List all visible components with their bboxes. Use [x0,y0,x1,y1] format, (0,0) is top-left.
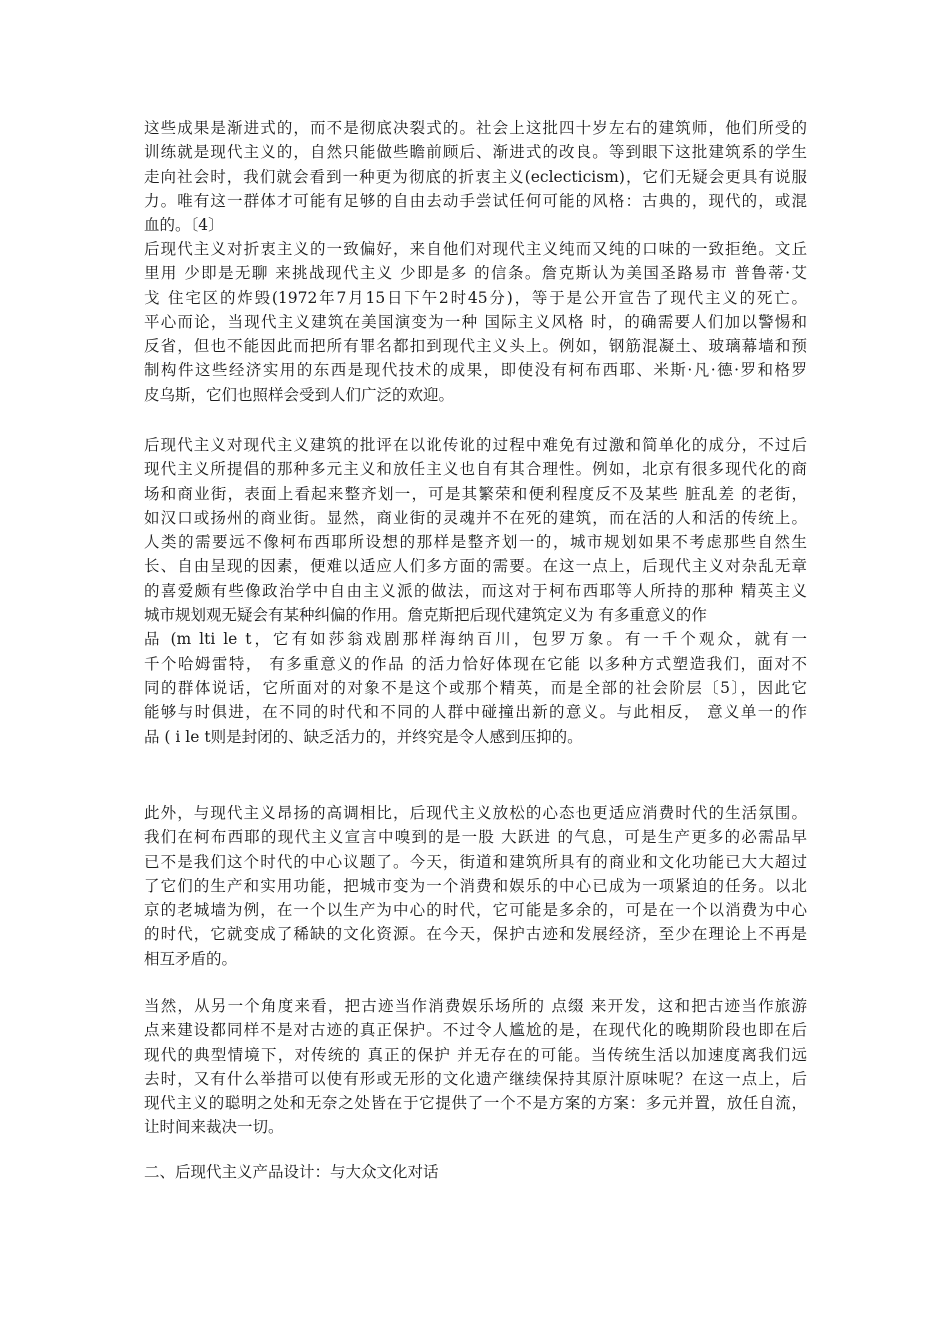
text-line: 戈 住宅区的炸毁(1972年7月15日下午2时45分)，等于是公开宣告了现代主义的死亡。 [144,288,807,307]
text-line: 能够与时俱进，在不同的时代和不同的人群中碰撞出新的意义。与此相反， 意义单一的作 [144,703,807,722]
text-line: 现代主义所提倡的那种多元主义和放任主义也自有其合理性。例如，北京有很多现代化的商 [144,460,807,479]
text-line: 我们在柯布西耶的现代主义宣言中嗅到的是一股 大跃进 的气息，可是生产更多的必需品早 [144,828,807,847]
paragraph-2 [144,237,807,407]
text-line: 现代的典型情境下，对传统的 真正的保护 并无存在的可能。当传统生活以加速度离我们远 [144,1045,807,1064]
text-line: 让时间来裁决一切。 [144,1118,284,1137]
text-line: 现代主义的聪明之处和无奈之处皆在于它提供了一个不是方案的方案：多元并置，放任自流， [144,1094,807,1113]
text-line: 皮乌斯，它们也照样会受到人们广泛的欢迎。 [144,385,455,404]
text-line: 人类的需要远不像柯布西耶所设想的那样是整齐划一的，城市规划如果不考虑那些自然生 [144,533,807,552]
paragraph-5 [144,994,807,1140]
text-line: 后现代主义对现代主义建筑的批评在以讹传讹的过程中难免有过激和简单化的成分，不过后 [144,436,807,454]
text-line: 制构件这些经济实用的东西是现代技术的成果，即使没有柯布西耶、米斯·凡·德·罗和格罗 [144,361,807,380]
text-line: 的时代，它就变成了稀缺的文化资源。在今天，保护古迹和发展经济，至少在理论上不再是 [144,925,807,944]
text-line: 当然，从另一个角度来看，把古迹当作消费娱乐场所的 点缀 来开发，这和把古迹当作旅游 [144,997,807,1015]
text-line: 了它们的生产和实用功能，把城市变为一个消费和娱乐的中心已成为一项紧迫的任务。以北 [144,876,807,895]
text-line: 相互矛盾的。 [144,949,238,968]
text-line: 血的。〔4〕 [144,216,224,235]
text-line: 点来建设都同样不是对古迹的真正保护。不过令人尴尬的是，在现代化的晚期阶段也即在后 [144,1021,807,1040]
text-line: 品 (m lti le t，它有如莎翁戏剧那样海纳百川，包罗万象。有一千个观众，就有一 [144,630,807,649]
text-line: 反省，但也不能因此而把所有罪名都扣到现代主义头上。例如，钢筋混凝土、玻璃幕墙和预 [144,337,807,356]
text-line: 平心而论，当现代主义建筑在美国演变为一种 国际主义风格 时，的确需要人们加以警惕和 [144,312,807,331]
text-line: 训练就是现代主义的，自然只能做些瞻前顾后、渐进式的改良。等到眼下这批建筑系的学生 [144,143,807,162]
text-line: 京的老城墙为例，在一个以生产为中心的时代，它可能是多余的，可是在一个以消费为中心 [144,901,807,920]
paragraph-4 [144,801,807,971]
text-line: 长、自由呈现的因素，便难以适应人们多方面的需要。在这一点上，后现代主义对杂乱无章 [144,557,807,576]
text-line: 千个哈姆雷特， 有多重意义的作品 的活力恰好体现在它能 以多种方式塑造我们，面对不 [144,654,807,673]
paragraph-1 [144,116,807,237]
text-line: 的喜爱颇有些像政治学中自由主义派的做法，而这对于柯布西耶等人所持的那种 精英主义 [144,581,807,600]
text-line: 如汉口或扬州的商业街。显然，商业街的灵魂并不在死的建筑，而在活的人和活的传统上。 [144,508,807,527]
text-line: 场和商业街，表面上看起来整齐划一，可是其繁荣和便利程度反不及某些 脏乱差 的老街， [144,484,807,503]
text-line: 这些成果是渐进式的，而不是彻底决裂式的。社会上这批四十岁左右的建筑师，他们所受的 [144,119,807,137]
text-line: 已不是我们这个时代的中心议题了。今天，街道和建筑所具有的商业和文化功能已大大超过 [144,852,807,871]
text-line: 去时，又有什么举措可以使有形或无形的文化遗产继续保持其原汁原味呢？在这一点上，后 [144,1069,807,1088]
text-line: 同的群体说话，它所面对的对象不是这个或那个精英，而是全部的社会阶层〔5〕，因此它 [144,678,807,697]
section-heading: 二、后现代主义产品设计：与大众文化对话 [144,1163,439,1181]
text-line: 里用 少即是无聊 来挑战现代主义 少即是多 的信条。詹克斯认为美国圣路易市 普鲁蒂·艾 [144,264,807,283]
text-line: 此外，与现代主义昂扬的高调相比，后现代主义放松的心态也更适应消费时代的生活氛围。 [144,804,807,822]
paragraph-3 [144,433,807,749]
text-line: 城市规划观无疑会有某种纠偏的作用。詹克斯把后现代建筑定义为 有多重意义的作 [144,606,707,625]
text-line: 力。唯有这一群体才可能有足够的自由去动手尝试任何可能的风格：古典的，现代的，或混 [144,191,807,210]
text-line: 后现代主义对折衷主义的一致偏好，来自他们对现代主义纯而又纯的口味的一致拒绝。文丘 [144,240,807,258]
text-line: 走向社会时，我们就会看到一种更为彻底的折衷主义(eclecticism)，它们无疑会更具有说服 [144,167,807,186]
text-line: 品 ( i le t则是封闭的、缺乏活力的，并终究是令人感到压抑的。 [144,727,583,746]
